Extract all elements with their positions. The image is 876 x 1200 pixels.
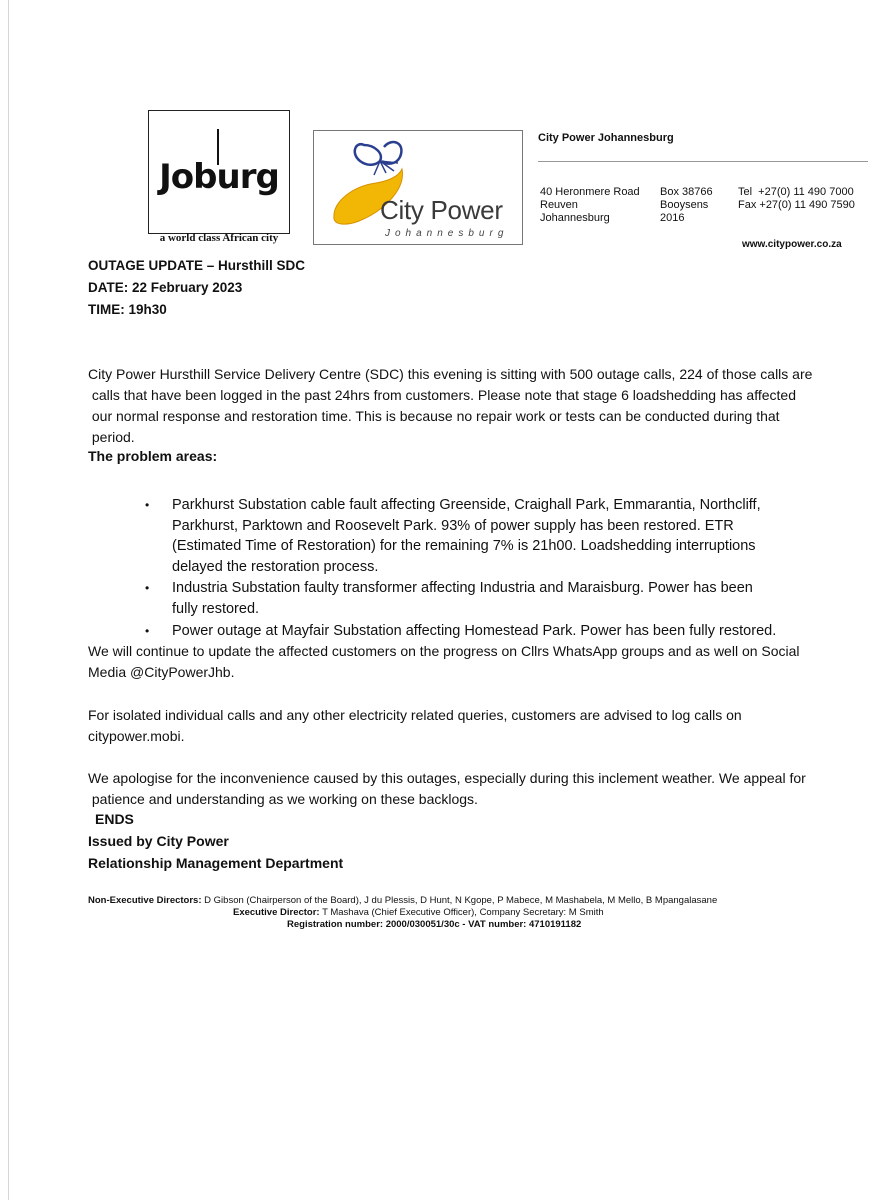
problem-line: delayed the restoration process. — [172, 558, 379, 575]
letterhead-contact: Tel +27(0) 11 490 7000 Fax +27(0) 11 490 7590 — [738, 186, 855, 211]
letterhead-address: 40 Heronmere Road Reuven Johannesburg — [540, 186, 640, 224]
problem-line: Parkhurst, Parktown and Roosevelt Park. 93% of power supply has been restored. ETR — [172, 517, 734, 534]
citypower-logo-subtext: Johannesburg — [385, 228, 509, 239]
non-executive-directors — [88, 895, 848, 907]
update-paragraph — [88, 641, 800, 683]
registration-text: Registration number: 2000/030051/30c - VAT number: 4710191182 — [287, 919, 582, 930]
page-edge — [8, 0, 9, 1200]
update-title: OUTAGE UPDATE – Hursthill SDC — [88, 258, 306, 273]
isolated-calls-paragraph — [88, 705, 742, 747]
problem-item — [145, 578, 845, 619]
registration — [88, 919, 848, 931]
problem-list — [145, 495, 845, 643]
problem-line: Industria Substation faulty transformer affecting Industria and Maraisburg. Power has been — [172, 580, 753, 596]
letterhead-divider — [538, 161, 868, 162]
intro-line: calls that have been logged in the past 24hrs from customers. Please note that stage 6 loadshedding has affected — [88, 387, 796, 403]
ned-value: D Gibson (Chairperson of the Board), J du Plessis, D Hunt, N Kgope, P Mabece, M Mashabela, M Mello, B Mpangalasane — [204, 895, 718, 906]
update-line: Media @CityPowerJhb. — [88, 664, 235, 680]
problem-line: Power outage at Mayfair Substation affecting Homestead Park. Power has been fully restored. — [172, 623, 777, 639]
bullet-icon: • — [145, 624, 150, 638]
joburg-logo — [148, 110, 290, 234]
isolated-line: For isolated individual calls and any other electricity related queries, customers are advised to log calls on — [88, 707, 742, 723]
directors-footer — [88, 895, 848, 931]
bullet-icon: • — [145, 498, 150, 512]
joburg-tagline: a world class African city — [159, 232, 279, 244]
update-line: We will continue to update the affected customers on the progress on Cllrs WhatsApp groups and as well on Social — [88, 643, 800, 659]
bullet-icon: • — [145, 581, 150, 595]
letterhead-website: www.citypower.co.za — [742, 239, 842, 250]
problem-line: Parkhurst Substation cable fault affecting Greenside, Craighall Park, Emmarantia, Northcliff, — [172, 497, 761, 513]
apology-line: We apologise for the inconvenience caused by this outages, especially during this inclement weather. We appeal for — [88, 770, 806, 786]
problem-item — [145, 495, 845, 577]
letterhead-postal-box: Box 38766 Booysens 2016 — [660, 186, 713, 224]
problem-line: fully restored. — [172, 600, 260, 617]
problem-item — [145, 621, 845, 642]
citypower-logo-text: City Power — [380, 195, 503, 225]
update-date: DATE: 22 February 2023 — [88, 280, 243, 295]
intro-line: our normal response and restoration time. This is because no repair work or tests can be conducted during that — [88, 408, 780, 424]
ed-label: Executive Director: — [233, 907, 320, 918]
letterhead-company: City Power Johannesburg — [538, 132, 674, 144]
intro-line: City Power Hursthill Service Delivery Centre (SDC) this evening is sitting with 500 outage calls, 224 of those calls are — [88, 366, 813, 382]
update-time: TIME: 19h30 — [88, 302, 167, 317]
department: Relationship Management Department — [88, 855, 344, 871]
ned-label: Non-Executive Directors: — [88, 895, 202, 906]
issued-by: Issued by City Power — [88, 833, 229, 849]
joburg-logo-text: Joburg — [159, 157, 279, 197]
ends-label: ENDS — [95, 811, 134, 827]
intro-line: period. — [88, 429, 135, 445]
apology-paragraph — [88, 747, 806, 831]
isolated-line: citypower.mobi. — [88, 728, 185, 744]
apology-line: patience and understanding as we working on these backlogs. — [88, 791, 478, 807]
problem-areas-heading: The problem areas: — [88, 448, 218, 464]
problem-line: (Estimated Time of Restoration) for the remaining 7% is 21h00. Loadshedding interruptions — [172, 538, 756, 554]
ed-value: T Mashava (Chief Executive Officer), Company Secretary: M Smith — [322, 907, 604, 918]
executive-director — [88, 907, 848, 919]
